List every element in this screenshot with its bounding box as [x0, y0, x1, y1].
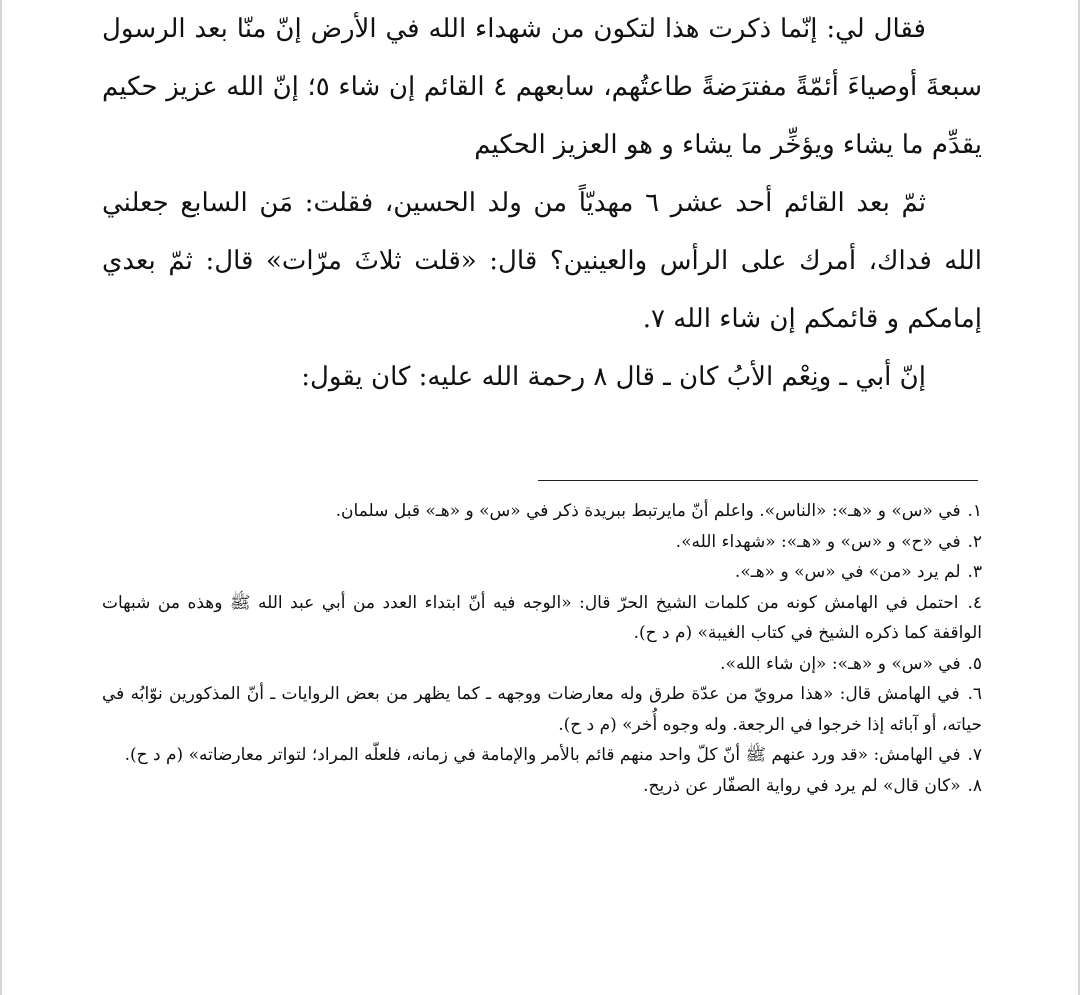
footnote-number: ٣. [967, 562, 982, 582]
footnote-3 [102, 557, 982, 588]
footnote-text: في الهامش قال: «هذا مرويّ من عدّة طرق وله معارضات ووجهه ـ كما يظهر من بعض الروايات ـ أنّ المذكورين نوّابُه في حياته، أو آبائه إذا خرجوا في الرجعة. وله وجوه أُخر» (م د ح). [102, 684, 982, 735]
footnote-text: في الهامش: «قد ورد عنهم ﷺ أنّ كلّ واحد منهم قائم بالأمر والإمامة في زمانه، فلعلّه المراد؛ لتواتر معارضاته» (م د ح). [124, 745, 961, 765]
footnote-4 [102, 588, 982, 649]
footnote-6 [102, 679, 982, 740]
footnote-8 [102, 771, 982, 802]
paragraph-1: فقال لي: إنّما ذكرت هذا لتكون من شهداء الله في الأرض إنّ منّا بعد الرسول سبعةَ أوصياءَ أئمّةً مفترَضةً طاعتُهم، سابعهم ٤ القائم إن شاء ٥؛ إنّ الله عزيز حكيم يقدِّم ما يشاء ويؤخِّر ما يشاء و هو العزيز الحكيم [102, 14, 982, 160]
footnote-5 [102, 649, 982, 680]
footnote-number: ٦. [967, 684, 983, 704]
footnote-text: في «س» و «هـ»: «الناس». واعلم أنّ مايرتبط ببريدة ذكر في «س» و «هـ» قبل سلمان. [335, 501, 961, 521]
footnote-number: ٥. [967, 653, 982, 674]
footnote-2 [102, 527, 982, 558]
footnote-number: ١. [967, 501, 982, 521]
footnote-text: في «س» و «هـ»: «إن شاء الله». [720, 653, 961, 674]
paragraph-2: ثمّ بعد القائم أحد عشر ٦ مهديّاً من ولد الحسين، فقلت: مَن السابع جعلني الله فداك، أمرك على الرأس والعينين؟ قال: «قلت ثلاثَ مرّات» قال: ثمّ بعدي إمامكم و قائمكم إن شاء الله ٧. [102, 188, 982, 334]
footnote-number: ٢. [967, 531, 982, 552]
footnote-7 [102, 740, 982, 771]
footnote-text: في «ح» و «س» و «هـ»: «شهداء الله». [675, 531, 961, 552]
footnote-text: «كان قال» لم يرد في رواية الصفّار عن ذريح. [643, 775, 961, 796]
footnote-1 [102, 496, 982, 527]
paragraph-3: إنّ أبي ـ ونِعْم الأبُ كان ـ قال ٨ رحمة الله عليه: كان يقول: [301, 362, 926, 392]
footnote-divider [538, 480, 978, 481]
main-text [102, 0, 982, 406]
footnotes [102, 496, 982, 801]
footnote-text: لم يرد «من» في «س» و «هـ». [734, 562, 961, 582]
footnote-text: احتمل في الهامش كونه من كلمات الشيخ الحرّ قال: «الوجه فيه أنّ ابتداء العدد من أبي عبد الله ﷺ وهذه من شبهات الواقفة كما ذكره الشيخ في كتاب الغيبة» (م د ح). [102, 592, 982, 643]
footnote-number: ٧. [967, 745, 982, 765]
footnote-number: ٨. [967, 775, 982, 796]
footnote-number: ٤. [967, 592, 982, 613]
